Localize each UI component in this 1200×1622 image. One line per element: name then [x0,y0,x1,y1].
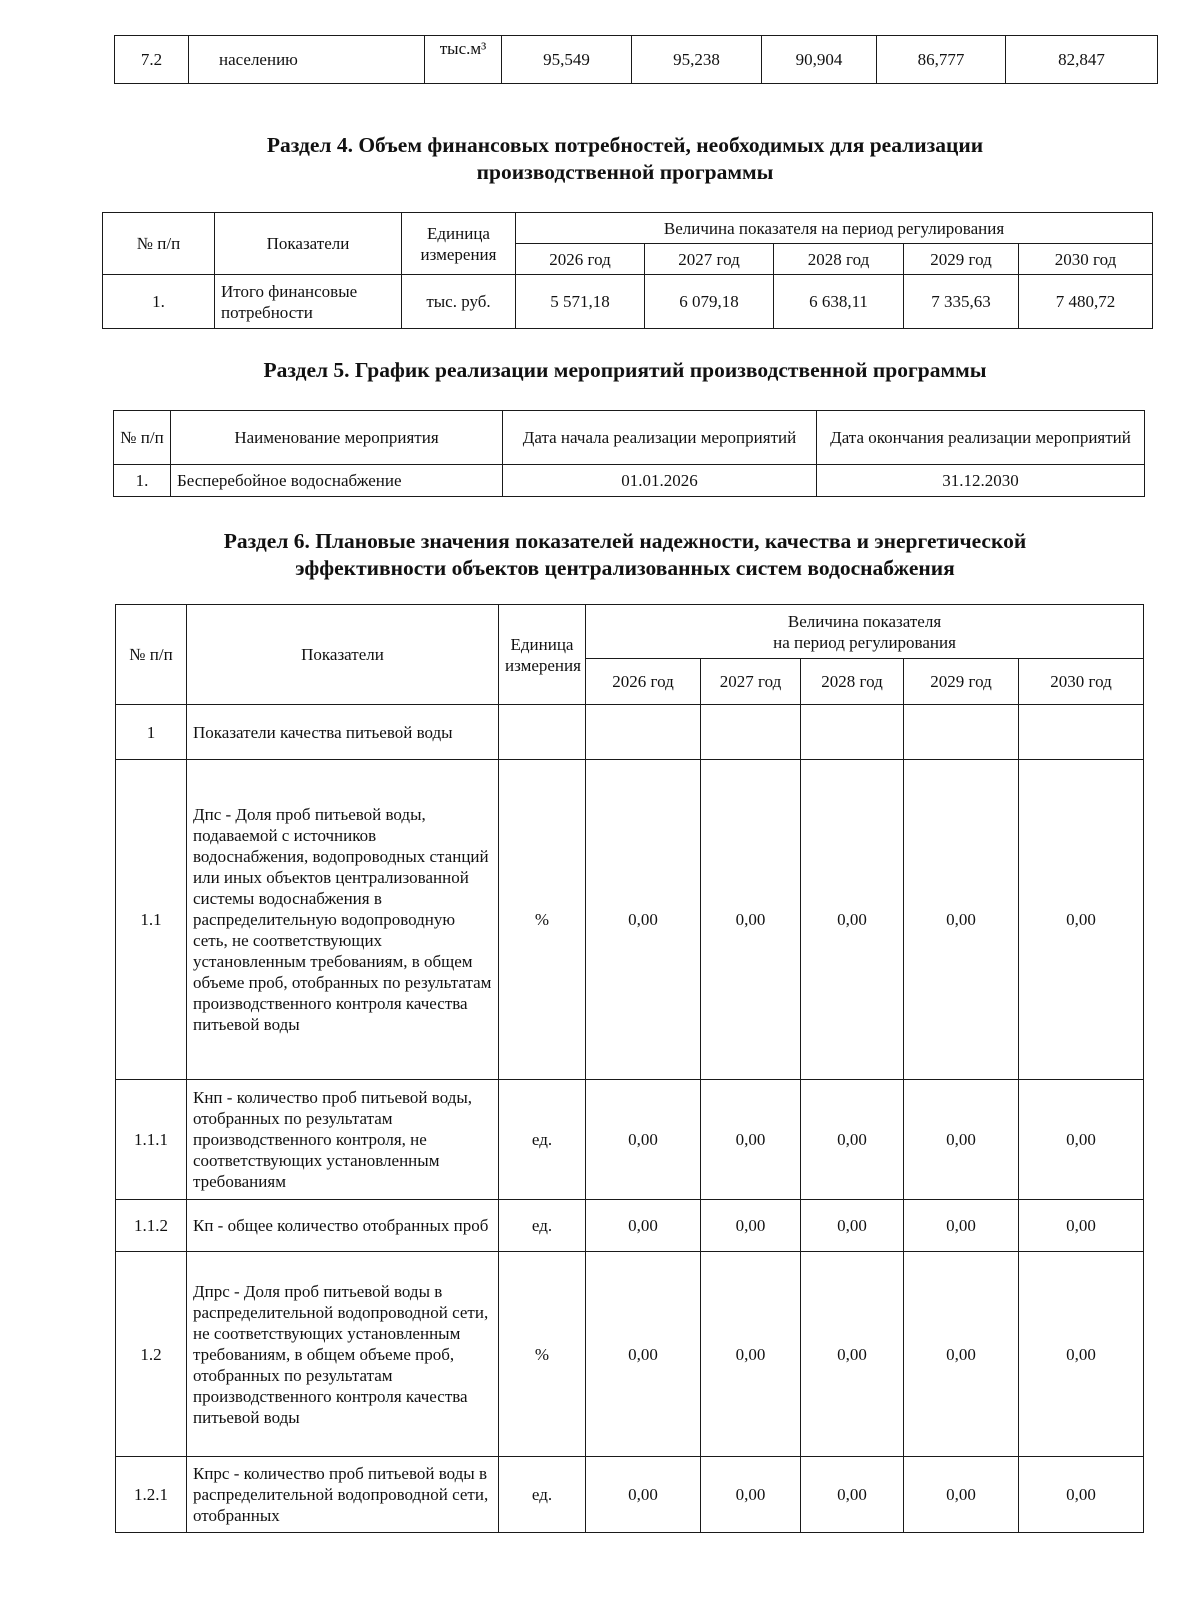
header-year: 2028 год [801,659,904,705]
row-start-date: 01.01.2026 [503,465,817,497]
header-unit: Единица измерения [499,605,586,705]
value-cell: 0,00 [701,1252,801,1457]
section6-table [115,604,1144,1533]
header-indicator: Показатели [187,605,499,705]
value-cell: 0,00 [904,1200,1019,1252]
table-row [116,1200,1144,1252]
section5-table [113,410,1145,497]
row-name: населению [189,36,425,84]
value-cell: 0,00 [586,1200,701,1252]
header-num: № п/п [116,605,187,705]
section5-title: Раздел 5. График реализации мероприятий производственной программы [263,358,987,382]
row-end-date: 31.12.2030 [817,465,1145,497]
row-number: 7.2 [115,36,189,84]
value-cell: 0,00 [904,1080,1019,1200]
row-number: 1. [114,465,171,497]
value-cell: 7 335,63 [904,275,1019,329]
section6-title: Раздел 6. Плановые значения показателей надежности, качества и энергетической эффективности объектов централизованных систем водоснабжения [223,529,1027,580]
table-row [116,1080,1144,1200]
header-year: 2030 год [1019,659,1144,705]
value-cell: 0,00 [586,760,701,1080]
value-cell: 0,00 [904,1457,1019,1533]
value-cell: 6 079,18 [645,275,774,329]
value-cell: 86,777 [877,36,1006,84]
top-table [114,35,1158,84]
table-row [115,36,1158,84]
value-cell: 0,00 [1019,760,1144,1080]
row-name: Кп - общее количество отобранных проб [187,1200,499,1252]
row-unit: ед. [499,1200,586,1252]
value-cell [904,705,1019,760]
value-cell: 0,00 [801,1457,904,1533]
row-number: 1. [103,275,215,329]
value-cell: 0,00 [586,1252,701,1457]
section4-title: Раздел 4. Объем финансовых потребностей, необходимых для реализации производственной программы [266,133,984,184]
table-row [114,465,1145,497]
row-name: Кнп - количество проб питьевой воды, отобранных по результатам производственного контроля, не соответствующих установленным требованиям [187,1080,499,1200]
value-cell: 95,238 [632,36,762,84]
table-row [116,1457,1144,1533]
row-unit: ед. [499,1457,586,1533]
row-unit: тыс. руб. [402,275,516,329]
value-cell: 0,00 [904,1252,1019,1457]
header-year: 2030 год [1019,244,1153,275]
value-cell: 6 638,11 [774,275,904,329]
table-row [116,760,1144,1080]
row-name: Дпс - Доля проб питьевой воды, подаваемой с источников водоснабжения, водопроводных станций или иных объектов централизованной системы водоснабжения в распределительную водопроводную сеть, не соответствующих установленным требованиям, в общем объеме проб, отобранных по результатам производственного контроля качества питьевой воды [187,760,499,1080]
value-cell [1019,705,1144,760]
value-cell [701,705,801,760]
value-cell: 0,00 [586,1080,701,1200]
value-cell: 0,00 [801,1200,904,1252]
value-cell: 0,00 [1019,1200,1144,1252]
value-cell: 0,00 [1019,1252,1144,1457]
header-end: Дата окончания реализации мероприятий [817,411,1145,465]
row-number: 1 [116,705,187,760]
row-name: Показатели качества питьевой воды [187,705,499,760]
row-number: 1.1.1 [116,1080,187,1200]
header-year: 2029 год [904,659,1019,705]
value-cell: 0,00 [1019,1457,1144,1533]
row-name: Бесперебойное водоснабжение [171,465,503,497]
value-cell: 0,00 [801,1252,904,1457]
header-period: Величина показателя на период регулирования [516,213,1153,244]
header-year: 2026 год [586,659,701,705]
header-name: Наименование мероприятия [171,411,503,465]
value-cell: 0,00 [701,1080,801,1200]
header-unit: Единица измерения [402,213,516,275]
header-year: 2028 год [774,244,904,275]
header-num: № п/п [103,213,215,275]
value-cell: 7 480,72 [1019,275,1153,329]
header-year: 2029 год [904,244,1019,275]
value-cell: 0,00 [586,1457,701,1533]
row-number: 1.1.2 [116,1200,187,1252]
value-cell: 0,00 [701,760,801,1080]
row-unit [499,705,586,760]
row-name: Итого финансовые потребности [215,275,402,329]
value-cell: 90,904 [762,36,877,84]
header-period: Величина показателя на период регулирования [586,605,1144,659]
row-name: Кпрс - количество проб питьевой воды в распределительной водопроводной сети, отобранных [187,1457,499,1533]
row-number: 1.2.1 [116,1457,187,1533]
row-name: Дпрс - Доля проб питьевой воды в распределительной водопроводной сети, не соответствующих установленным требованиям, в общем объеме проб, отобранных по результатам производственного контроля качества питьевой воды [187,1252,499,1457]
row-number: 1.1 [116,760,187,1080]
value-cell: 82,847 [1006,36,1158,84]
header-indicator: Показатели [215,213,402,275]
table-row [116,705,1144,760]
value-cell: 0,00 [701,1457,801,1533]
value-cell: 5 571,18 [516,275,645,329]
header-year: 2027 год [701,659,801,705]
row-number: 1.2 [116,1252,187,1457]
value-cell: 0,00 [801,1080,904,1200]
value-cell: 0,00 [904,760,1019,1080]
row-unit: % [499,760,586,1080]
header-start: Дата начала реализации мероприятий [503,411,817,465]
section4-table [102,212,1153,329]
row-unit: тыс.м³ [425,36,502,84]
value-cell: 0,00 [801,760,904,1080]
header-year: 2027 год [645,244,774,275]
value-cell [801,705,904,760]
row-unit: ед. [499,1080,586,1200]
value-cell: 0,00 [1019,1080,1144,1200]
table-row [116,1252,1144,1457]
row-unit: % [499,1252,586,1457]
value-cell: 0,00 [701,1200,801,1252]
header-year: 2026 год [516,244,645,275]
value-cell: 95,549 [502,36,632,84]
value-cell [586,705,701,760]
header-num: № п/п [114,411,171,465]
table-row [103,275,1153,329]
